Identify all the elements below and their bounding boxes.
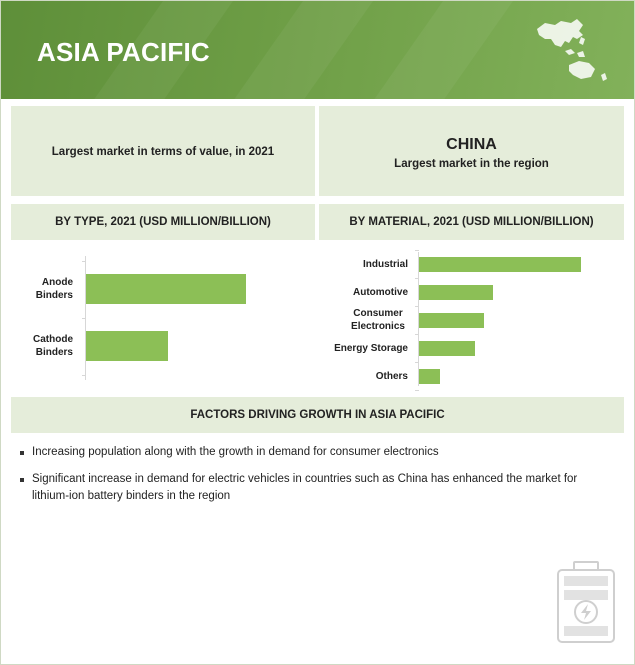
- summary-left-text: Largest market in terms of value, in 2021: [51, 146, 275, 158]
- bar-cathode-binders: [86, 331, 168, 361]
- axis-tick: [82, 375, 86, 376]
- bar-label-energy-storage: Energy Storage: [334, 342, 408, 354]
- by-type-chart: [10, 248, 316, 383]
- factors-title: FACTORS DRIVING GROWTH IN ASIA PACIFIC: [190, 409, 445, 421]
- bar-label-anode-binders: Anode Binders: [35, 277, 73, 301]
- axis-tick: [415, 306, 419, 307]
- bar-consumer-electronics: [419, 313, 484, 328]
- axis-tick: [82, 318, 86, 319]
- bar-energy-storage: [419, 341, 475, 356]
- axis-tick: [415, 390, 419, 391]
- factor-text: Increasing population along with the growth in demand for consumer electronics: [32, 446, 439, 458]
- bar-label-others: Others: [375, 370, 408, 382]
- header-banner: [1, 1, 634, 99]
- summary-left-panel: [10, 105, 316, 197]
- by-material-header: [318, 203, 625, 241]
- bar-label-industrial: Industrial: [362, 258, 408, 270]
- axis-tick: [415, 362, 419, 363]
- bullet-icon: [20, 451, 24, 455]
- asia-pacific-map-icon: [531, 15, 611, 87]
- bullet-icon: [20, 478, 24, 482]
- bar-others: [419, 369, 440, 384]
- bar-label-cathode-binders: Cathode Binders: [33, 334, 73, 358]
- by-material-title: BY MATERIAL, 2021 (USD MILLION/BILLION): [349, 216, 594, 228]
- bar-label-automotive: Automotive: [353, 286, 408, 298]
- summary-country-caption: Largest market in the region: [394, 158, 549, 170]
- factor-text: Significant increase in demand for electric vehicles in countries such as China has enhanced the market for lithium-ion battery binders in the region: [32, 473, 578, 502]
- region-title: ASIA PACIFIC: [37, 37, 210, 67]
- bar-anode-binders: [86, 274, 246, 304]
- bar-automotive: [419, 285, 493, 300]
- summary-country: CHINA: [446, 136, 497, 153]
- bar-label-consumer-electronics: Consumer Electronics: [351, 308, 405, 332]
- axis-tick: [415, 334, 419, 335]
- axis-tick: [415, 250, 419, 251]
- by-type-title: BY TYPE, 2021 (USD MILLION/BILLION): [55, 216, 271, 228]
- axis-tick: [82, 261, 86, 262]
- factors-header: [10, 396, 625, 434]
- summary-right-panel: [318, 105, 625, 197]
- battery-charging-icon: [552, 560, 620, 646]
- axis-tick: [415, 278, 419, 279]
- bar-industrial: [419, 257, 581, 272]
- by-material-chart: [318, 248, 625, 388]
- by-type-header: [10, 203, 316, 241]
